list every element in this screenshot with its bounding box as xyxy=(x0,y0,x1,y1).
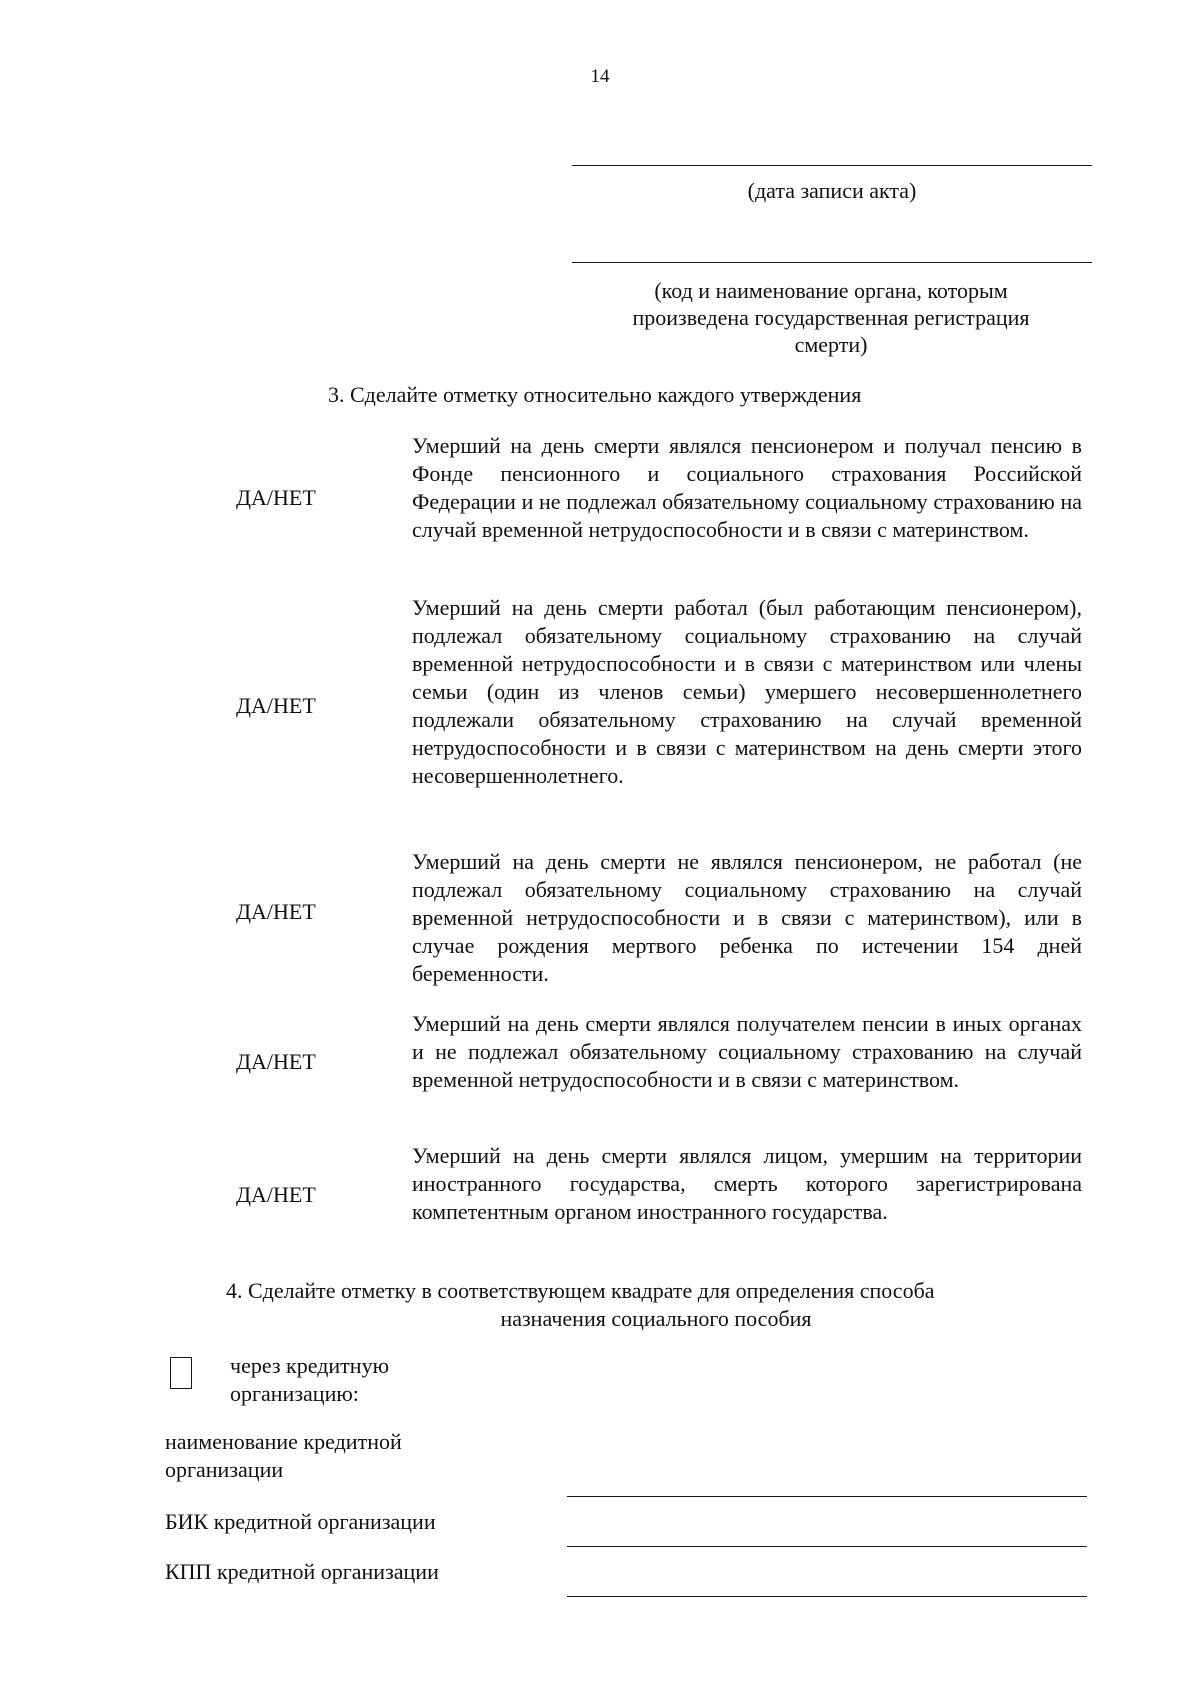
statement-5: Умерший на день смерти являлся лицом, умершим на территории иностранного государства, смерть которого зарегистрирована компетентным органом иностранного государства. xyxy=(412,1143,1082,1224)
statement-2: Умерший на день смерти работал (был работающим пенсионером), подлежал обязательному социальному страхованию на случай временной нетрудоспособности и в связи с материнством или члены семьи (один из членов семьи) умершего несовершеннолетнего подлежали обязательному страхованию на случай временной нетрудоспособности и в связи с материнством на день смерти этого несовершеннолетнего. xyxy=(412,595,1082,788)
answer-yes-no-3[interactable]: ДА/НЕТ xyxy=(236,899,316,924)
kpp-field[interactable] xyxy=(567,1596,1087,1597)
registry-body-line xyxy=(572,262,1092,263)
credit-org-option-label: через кредитную организацию: xyxy=(230,1353,390,1406)
bank-name-label: наименование кредитной организации xyxy=(165,1429,402,1482)
answer-yes-no-4[interactable]: ДА/НЕТ xyxy=(236,1049,316,1074)
bik-label: БИК кредитной организации xyxy=(165,1509,436,1534)
statement-1: Умерший на день смерти являлся пенсионером и получал пенсию в Фонде пенсионного и социального страхования Российской Федерации и не подлежал обязательному социальному страхованию на случай временной нетрудоспособности и в связи с материнством. xyxy=(412,433,1082,542)
answer-yes-no-1[interactable]: ДА/НЕТ xyxy=(236,485,316,510)
bik-field[interactable] xyxy=(567,1546,1087,1547)
act-date-caption: (дата записи акта) xyxy=(747,178,917,203)
section4-title-line1: 4. Сделайте отметку в соответствующем квадрате для определения способа xyxy=(226,1278,935,1303)
section3-title: 3. Сделайте отметку относительно каждого утверждения xyxy=(328,382,862,407)
statement-4: Умерший на день смерти являлся получателем пенсии в иных органах и не подлежал обязательному социальному страхованию на случай временной нетрудоспособности и в связи с материнством. xyxy=(412,1011,1082,1092)
page-number: 14 xyxy=(590,66,610,87)
section4-title-line2: назначения социального пособия xyxy=(500,1306,812,1331)
answer-yes-no-2[interactable]: ДА/НЕТ xyxy=(236,693,316,718)
kpp-label: КПП кредитной организации xyxy=(165,1559,439,1584)
bank-name-field[interactable] xyxy=(567,1496,1087,1497)
act-date-line xyxy=(572,165,1092,166)
credit-org-checkbox[interactable] xyxy=(170,1357,192,1389)
statement-3: Умерший на день смерти не являлся пенсионером, не работал (не подлежал обязательному социальному страхованию на случай временной нетрудоспособности и в связи с материнством), или в случае рождения мертвого ребенка по истечении 154 дней беременности. xyxy=(412,849,1082,986)
registry-body-caption: (код и наименование органа, которым произведена государственная регистрация смерти) xyxy=(632,278,1030,357)
answer-yes-no-5[interactable]: ДА/НЕТ xyxy=(236,1182,316,1207)
